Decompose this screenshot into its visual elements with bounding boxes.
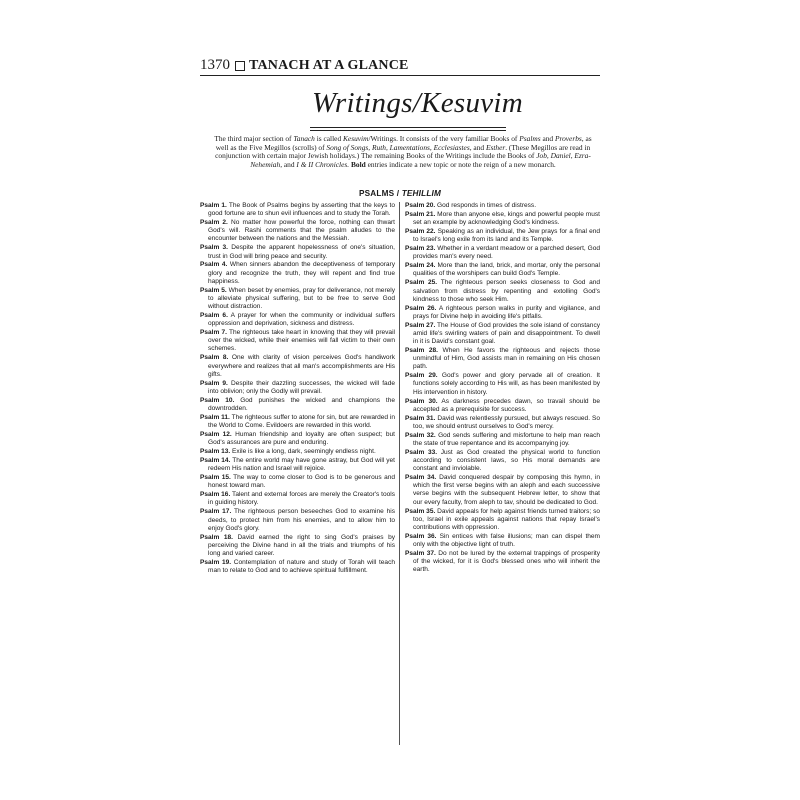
psalm-label: Psalm 6. [200, 312, 228, 320]
psalm-text: Talent and external forces are merely the Creator's tools in guiding history. [208, 491, 395, 507]
psalm-entry [405, 432, 600, 448]
entries-columns [200, 202, 600, 745]
psalm-label: Psalm 4. [200, 261, 228, 269]
psalm-text: God's power and glory pervade all of creation. It functions solely according to His will, as has been manifested by His intervention in history. [413, 372, 600, 396]
psalm-entry [200, 312, 395, 328]
psalm-entry [405, 550, 600, 574]
psalm-label: Psalm 13. [200, 448, 231, 456]
psalm-text: A righteous person walks in purity and vigilance, and prays for Divine help in avoiding life's pitfalls. [413, 304, 600, 320]
psalm-label: Psalm 9. [200, 379, 228, 387]
psalm-entry [405, 245, 600, 261]
intro-paragraph: The third major section of Tanach is called Kesuvim/Writings. It consists of the very familiar Books of Psalms and Proverbs, as well as the Five Megillos (scrolls) of Song of Songs, Ruth, Lamentations, Ecclesiastes, and Esther. (These Megillos are read in conjunction with certain major Jewish holidays.) The remaining Books of the Writings include the Books of Job, Daniel, Ezra-Nehemiah, and I & II Chronicles. Bold entries indicate a new topic or note the reign of a new monarch. [214, 134, 592, 170]
psalm-text: The righteous suffer to atone for sin, but are rewarded in the World to Come. Evildoers are rewarded in this world. [208, 413, 396, 430]
psalm-text: The way to come closer to God is to be generous and honest toward man. [208, 474, 396, 490]
psalm-text: The entire world may have gone astray, but God will yet redeem His nation and Israel will rejoice. [208, 457, 395, 473]
psalm-text: The Book of Psalms begins by asserting that the keys to good fortune are to shun evil influences and to study the Torah. [208, 202, 396, 218]
psalm-text: The righteous person seeks closeness to God and salvation from distress by repenting and extolling God's kindness to those who seek Him. [413, 279, 600, 303]
psalm-label: Psalm 15. [200, 474, 231, 482]
section-heading: PSALMS / TEHILLIM [358, 189, 442, 198]
psalm-text: Just as God created the physical world to function according to consistent laws, so His moral demands are constant and inviolable. [413, 448, 600, 473]
psalm-label: Psalm 10. [200, 396, 235, 404]
psalm-label: Psalm 29. [405, 372, 438, 380]
psalm-entry [405, 533, 600, 549]
title-underline-thin [310, 130, 506, 131]
psalm-label: Psalm 5. [200, 286, 227, 294]
psalm-entry [200, 380, 395, 396]
psalm-label: Psalm 12. [200, 430, 232, 438]
psalm-entry [200, 397, 395, 413]
psalm-entry [405, 322, 600, 346]
psalm-text: More than the land, brick, and mortar, only the personal qualities of the worshipers can build God's Temple. [413, 262, 600, 278]
psalm-entry [200, 508, 395, 532]
psalm-label: Psalm 36. [405, 532, 437, 540]
psalm-entry [405, 228, 600, 244]
psalm-text: No matter how powerful the force, nothing can thwart God's will. Rashi comments that the psalm alludes to the encounter between the nations and the Messiah. [208, 219, 395, 243]
psalm-label: Psalm 1. [200, 202, 227, 209]
psalm-label: Psalm 27. [405, 321, 436, 329]
psalm-entry [200, 202, 395, 218]
psalm-label: Psalm 35. [405, 507, 436, 515]
psalm-label: Psalm 21. [405, 210, 436, 218]
psalm-text: God punishes the wicked and champions the downtrodden. [208, 396, 395, 412]
psalm-entry [405, 211, 600, 227]
psalm-text: Whether in a verdant meadow or a parched desert, God provides man's every need. [413, 245, 600, 261]
psalm-text: David appeals for help against friends turned traitors; so too, Israel in exile appeals against nations that repay Israel's contributions with oppression. [413, 507, 600, 531]
psalm-label: Psalm 34. [405, 474, 437, 482]
psalm-text: Despite their dazzling successes, the wicked will fade into oblivion; only the Godly will prevail. [208, 379, 395, 395]
psalm-label: Psalm 14. [200, 457, 231, 465]
psalm-entry [405, 415, 600, 431]
psalm-entry [200, 457, 395, 473]
psalm-label: Psalm 18. [200, 533, 233, 541]
psalm-text: When sinners abandon the deceptiveness of temporary glory and recognize the truth, they will repent and find true happiness. [208, 261, 395, 285]
psalm-label: Psalm 11. [200, 413, 230, 421]
psalm-label: Psalm 3. [200, 244, 228, 252]
psalm-entry [200, 329, 395, 353]
psalm-entry [200, 244, 395, 260]
psalm-label: Psalm 31. [405, 414, 436, 422]
book-page [200, 55, 600, 745]
psalm-entry [200, 534, 395, 558]
psalm-entry [200, 219, 395, 243]
psalm-text: Contemplation of nature and study of Torah will teach man to relate to God and to achieve spiritual fulfillment. [208, 558, 395, 575]
psalm-text: When He favors the righteous and rejects those unmindful of Him, God assists man in remaining on His chosen path. [413, 347, 600, 371]
psalm-label: Psalm 16. [200, 491, 231, 499]
psalm-label: Psalm 28. [405, 347, 438, 355]
psalm-entry [200, 354, 395, 378]
psalm-text: Do not be lured by the external trappings of prosperity of the wicked, for it is God's blessed ones who will inherit the earth. [413, 549, 600, 574]
psalm-label: Psalm 30. [405, 397, 438, 405]
running-title: TANACH AT A GLANCE [249, 57, 409, 73]
psalm-text: Speaking as an individual, the Jew prays for a final end to Israel's long exile from its land and its Temple. [413, 228, 600, 244]
psalm-entry [200, 559, 395, 575]
psalm-label: Psalm 24. [405, 262, 436, 270]
psalm-label: Psalm 23. [405, 245, 436, 253]
running-head [200, 57, 409, 74]
psalm-text: The House of God provides the sole island of constancy amid life's swirling waters of pain and disappointment. To dwell in it is David's constant goal. [413, 321, 600, 346]
psalm-label: Psalm 2. [200, 219, 228, 227]
psalm-entry [405, 202, 600, 210]
psalm-label: Psalm 17. [200, 508, 232, 516]
psalm-text: David conquered despair by composing this hymn, in which the first verse begins with an aleph and each successive verse begins with the subsequent Hebrew letter, to show that our every faculty, from aleph to tav, should be dedicated to God. [413, 474, 601, 506]
psalm-label: Psalm 8. [200, 354, 229, 362]
page-number: 1370 [200, 57, 230, 73]
psalm-text: The righteous person beseeches God to examine his deeds, to protect him from his enemies, and to allow him to enjoy God's glory. [208, 508, 395, 532]
psalm-text: As darkness precedes dawn, so travail should be accepted as a prerequisite for success. [413, 397, 600, 413]
left-column [200, 202, 399, 745]
psalm-text: More than anyone else, kings and powerful people must set an example by acknowledging God's kindness. [413, 210, 600, 227]
psalm-text: A prayer for when the community or individual suffers oppression and deprivation, sickness and distress. [208, 312, 395, 328]
right-column [400, 202, 600, 745]
psalm-entry [200, 491, 395, 507]
psalm-text: When beset by enemies, pray for deliverance, not merely to alleviate physical suffering, but to be free to serve God without distraction. [208, 286, 395, 311]
psalm-label: Psalm 32. [405, 431, 436, 439]
psalm-text: Exile is like a long, dark, seemingly endless night. [230, 448, 376, 456]
psalm-entry [200, 448, 395, 456]
psalm-label: Psalm 26. [405, 304, 437, 312]
psalm-entry [405, 474, 600, 507]
psalm-entry [405, 508, 600, 532]
psalm-label: Psalm 19. [200, 558, 232, 566]
psalm-entry [405, 347, 600, 371]
psalm-entry [405, 398, 600, 414]
psalm-entry [200, 261, 395, 285]
psalm-label: Psalm 22. [405, 228, 436, 236]
psalm-text: God sends suffering and misfortune to help man reach the state of true repentance and its accompanying joy. [413, 431, 600, 447]
psalm-entry [405, 262, 600, 278]
psalm-text: God responds in times of distress. [435, 202, 537, 209]
psalm-text: Human friendship and loyalty are often suspect; but God's assurances are pure and enduring. [208, 430, 396, 447]
psalm-text: Sin entices with false illusions; man can dispel them only with the objective light of truth. [413, 532, 600, 548]
psalm-entry [200, 287, 395, 311]
title-underline [310, 127, 506, 128]
psalm-text: David was relentlessly pursued, but always rescued. So too, we should entrust ourselves to God's mercy. [413, 414, 600, 430]
psalm-text: The righteous take heart in knowing that they will prevail over the wicked, while their enemies will fall victim to their own schemes. [208, 329, 395, 353]
psalm-label: Psalm 7. [200, 329, 227, 337]
psalm-entry [200, 431, 395, 447]
psalm-entry [405, 449, 600, 473]
psalm-entry [405, 372, 600, 396]
psalm-text: Despite the apparent hopelessness of one's situation, trust in God will bring peace and security. [208, 244, 395, 260]
psalm-label: Psalm 37. [405, 549, 436, 557]
square-bullet-icon [235, 61, 245, 71]
psalm-label: Psalm 33. [405, 448, 438, 456]
psalm-entry [405, 305, 600, 321]
page-title: Writings/Kesuvim [312, 87, 524, 119]
psalm-entry [200, 474, 395, 490]
psalm-entry [200, 414, 395, 430]
psalm-label: Psalm 25. [405, 279, 438, 287]
psalm-label: Psalm 20. [405, 202, 436, 209]
psalm-entry [405, 279, 600, 303]
psalm-text: David earned the right to sing God's praises by perceiving the Divine hand in all the trials and triumphs of his long and varied career. [208, 533, 395, 557]
header-rule [200, 75, 600, 76]
psalm-text: One with clarity of vision perceives God's handiwork everywhere and realizes that all man's accomplishments are His gifts. [208, 354, 395, 378]
